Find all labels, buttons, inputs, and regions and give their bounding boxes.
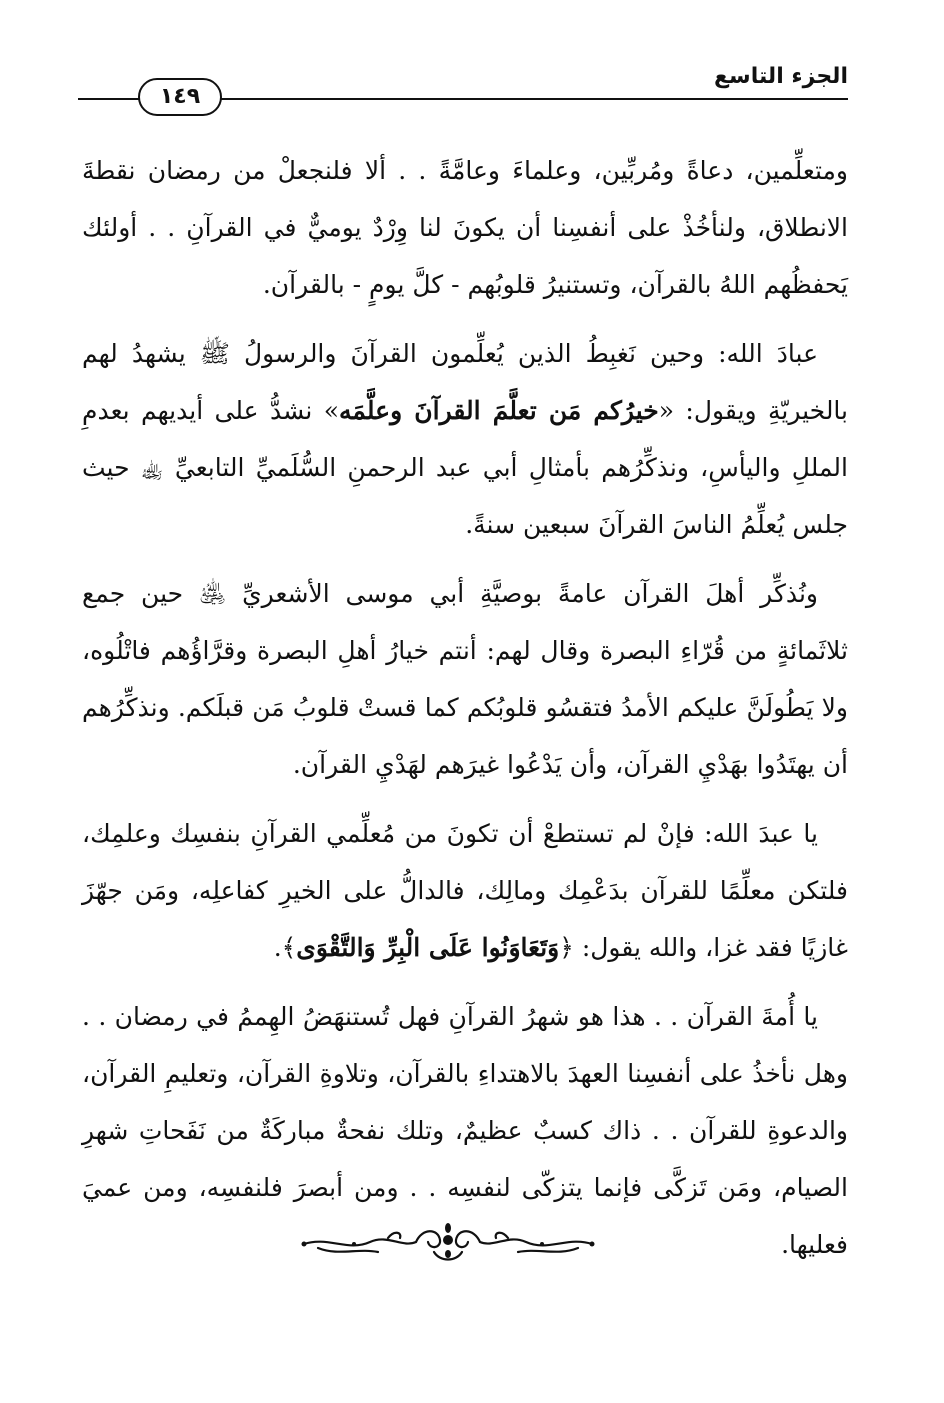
paragraph: [82, 142, 848, 313]
paragraph-text: ومتعلِّمين، دعاةً ومُربِّين، وعلماءَ وعامَّةً . . ألا فلنجعلْ من رمضان نقطةَ الانطلاق، ولنأخُذْ على أنفسِنا أن يكونَ لنا وِرْدٌ يوميٌّ في القرآنِ . . أولئك يَحفظُهم اللهُ بالقرآن، وتستنيرُ قلوبُهم - كلَّ يومٍ - بالقرآن.: [82, 156, 848, 299]
page-number: ١٤٩: [159, 84, 201, 109]
paragraph-text: » نشدُّ على أيديهم بعدمِ المللِ واليأسِ، ونذكِّرُهم بأمثالِ أبي عبد الرحمنِ السُّلَميِّ التابعيِّ ﵀ حيث جلس يُعلِّمُ الناسَ القرآنَ سبعين سنةً.: [82, 396, 848, 539]
paragraph: [82, 565, 848, 793]
paragraph: [82, 805, 848, 976]
paragraph-text: ﴾.: [273, 933, 297, 962]
paragraph-text: يا أُمةَ القرآن . . هذا هو شهرُ القرآنِ فهل تُستنهَضُ الهِممُ في رمضان . . وهل نأخذُ على أنفسِنا العهدَ بالاهتداءِ بالقرآن، وتلاوةِ القرآن، وتعليمِ القرآن، والدعوةِ للقرآن . . ذاك كسبٌ عظيمٌ، وتلك نفحةٌ مباركَةٌ من نَفَحاتِ شهرِ الصيام، ومَن تَزكَّى فإنما يتزكّى لنفسِه . . ومن أبصرَ فلنفسِه، ومن عميَ فعليها.: [82, 1002, 848, 1259]
paragraph-text: عبادَ الله: وحين نَغبِطُ الذين يُعلِّمون القرآنَ والرسولُ ﷺ يشهدُ لهم بالخيريّةِ ويقول: «: [82, 339, 849, 425]
running-header: [78, 58, 848, 118]
hadith-quote: خيرُكم مَن تعلَّمَ القرآنَ وعلَّمَه: [339, 396, 659, 425]
quran-verse: وَتَعَاوَنُوا عَلَى الْبِرِّ وَالتَّقْوَى: [296, 933, 560, 962]
paragraph-text: ونُذكِّر أهلَ القرآن عامةً بوصيَّةِ أبي موسى الأشعريِّ ﵁ حين جمع ثلاثَمائةٍ من قُرّاءِ البصرة وقال لهم: أنتم خيارُ أهلِ البصرة وقرَّاؤُهم فاتْلُوه، ولا يَطُولَنَّ عليكم الأمدُ فتقسُو قلوبُكم كما قستْ قلوبُ مَن قبلَكم. ونذكِّرُهم أن يهتَدُوا بهَدْيِ القرآن، وأن يَدْعُوا غيرَهم لهَدْيِ القرآن.: [82, 579, 848, 779]
page-number-frame: [138, 78, 222, 116]
main-text: [82, 142, 848, 1285]
ornament-divider: [298, 1218, 598, 1266]
paragraph: [82, 325, 848, 553]
part-title: الجزء التاسع: [714, 64, 848, 89]
paragraph-text: يا عبدَ الله: فإنْ لم تستطعْ أن تكونَ من مُعلِّمي القرآنِ بنفسِك وعلمِك، فلتكن معلِّمًا للقرآن بدَعْمِك ومالِك، فالدالُّ على الخيرِ كفاعلِه، ومَن جهّزَ غازيًا فقد غزا، والله يقول: ﴿: [82, 819, 848, 962]
